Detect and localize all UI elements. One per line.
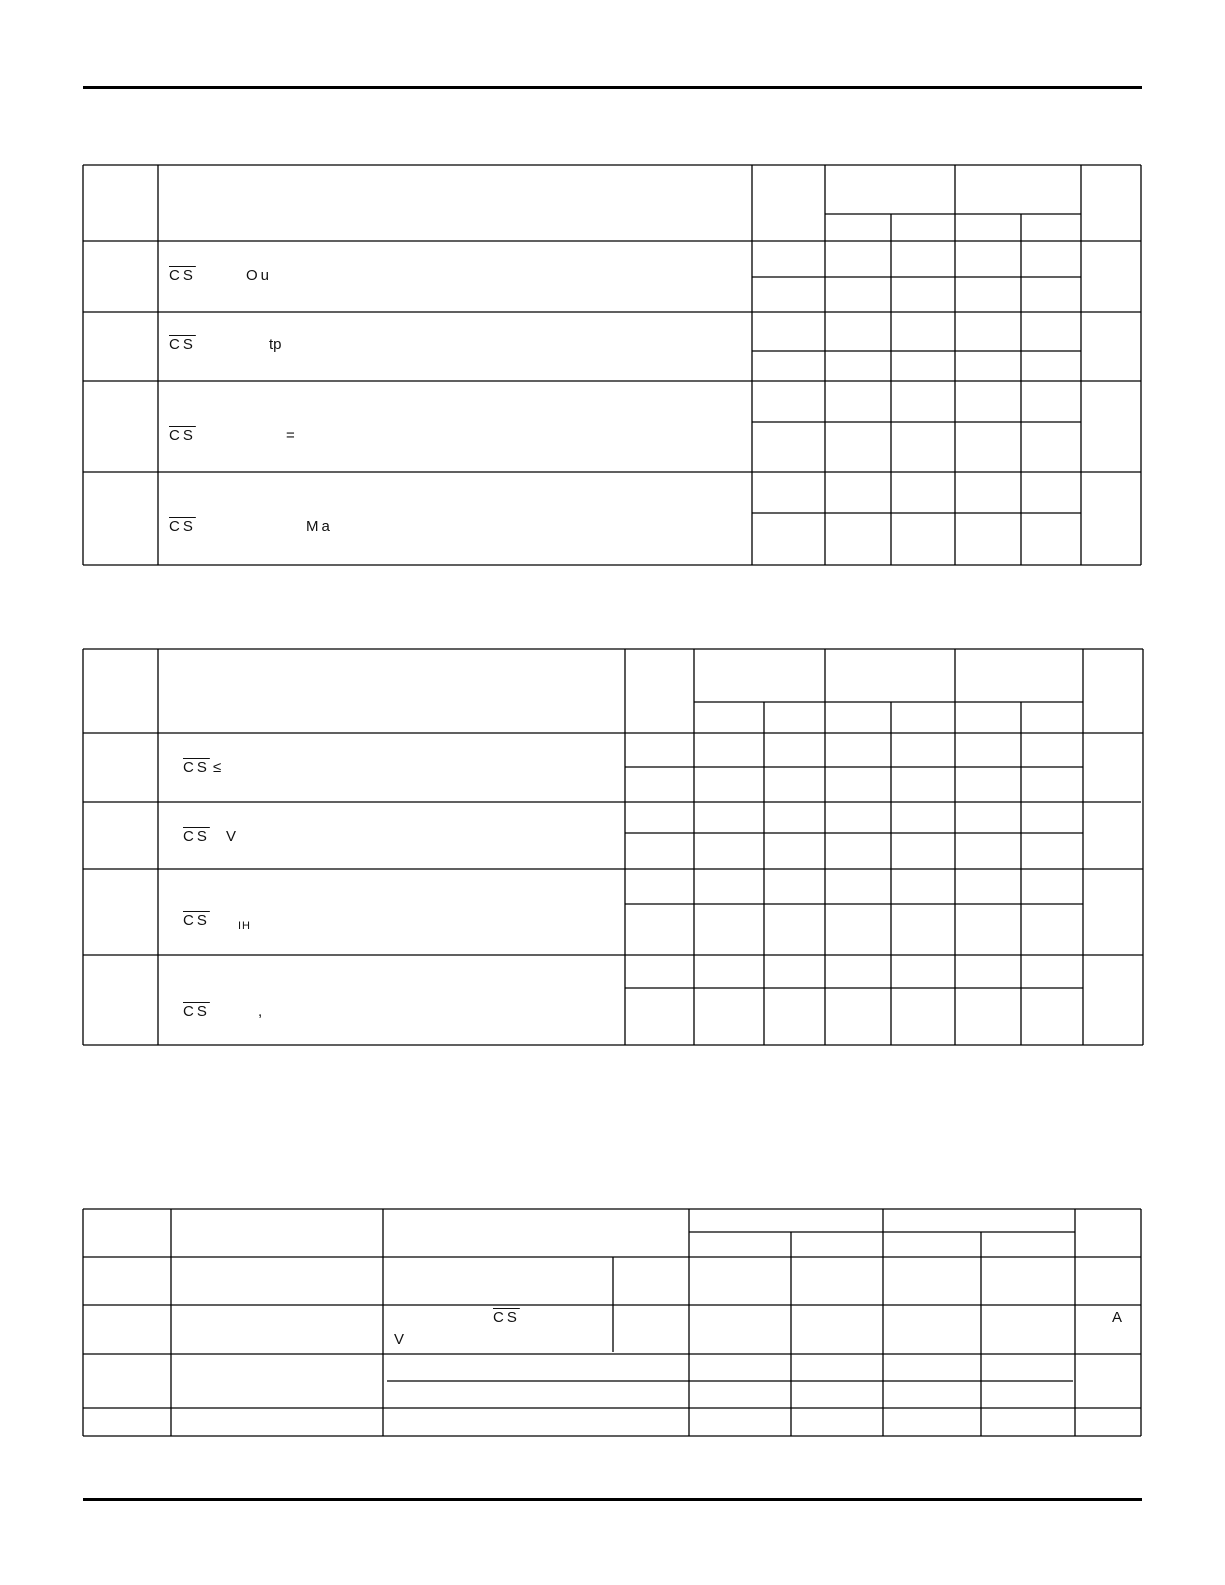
t3-cond-signal: $\overline{CS}$	[493, 1309, 520, 1326]
t2-row3-signal: $\overline{CS}$	[183, 912, 210, 929]
t2-row4-text: ,	[258, 1003, 266, 1020]
t2-row2-signal: $\overline{CS}$	[183, 828, 210, 845]
t1-row3-signal: $\overline{CS}$	[169, 427, 196, 444]
t1-row4-text: Ma	[306, 518, 333, 535]
t1-row2-text: tp	[269, 336, 282, 353]
t2-row3-text: IH	[238, 920, 251, 932]
t1-row1-text: Ou	[246, 267, 273, 284]
t3-cond-text: V	[394, 1331, 408, 1348]
t2-row1-text: ≤	[213, 759, 225, 776]
t1-row3-text: =	[286, 427, 298, 444]
t1-row2-signal: $\overline{CS}$	[169, 336, 196, 353]
t1-row4-signal: $\overline{CS}$	[169, 518, 196, 535]
t2-row2-text: V	[226, 828, 240, 845]
t2-row4-signal: $\overline{CS}$	[183, 1003, 210, 1020]
t1-row1-signal: $\overline{CS}$	[169, 267, 196, 284]
t2-row1-signal: $\overline{CS}$	[183, 759, 210, 776]
t3-unit-text: A	[1112, 1309, 1126, 1326]
